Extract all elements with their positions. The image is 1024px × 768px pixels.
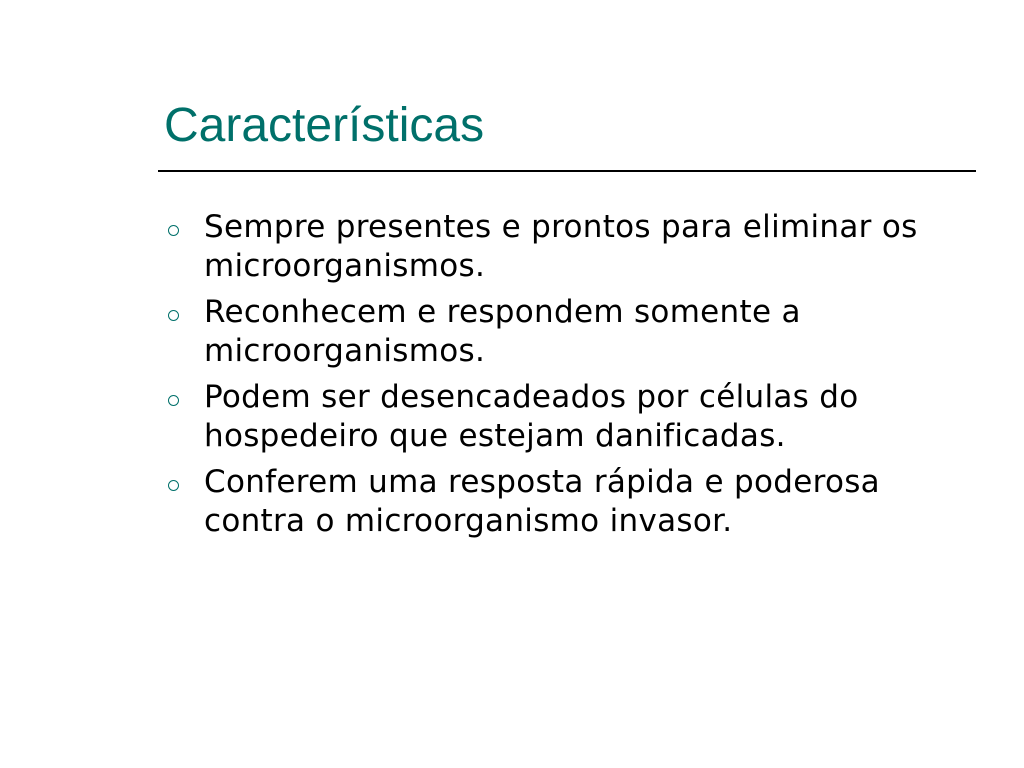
bullet-text: Reconhecem e respondem somente a microorganismos. — [204, 294, 801, 369]
bullet-item — [164, 463, 974, 541]
bullet-text: Podem ser desencadeados por células do hospedeiro que estejam danificadas. — [204, 379, 859, 454]
hollow-circle-icon — [168, 480, 179, 491]
bullet-text: Sempre presentes e prontos para eliminar os microorganismos. — [204, 209, 918, 284]
bullet-item — [164, 378, 974, 456]
title-divider — [158, 170, 976, 172]
bullet-item — [164, 208, 974, 286]
bullet-item — [164, 293, 974, 371]
bullet-text: Conferem uma resposta rápida e poderosa contra o microorganismo invasor. — [204, 464, 880, 539]
bullet-list — [164, 208, 974, 548]
hollow-circle-icon — [168, 310, 179, 321]
slide-title: Características — [164, 99, 485, 152]
hollow-circle-icon — [168, 225, 179, 236]
hollow-circle-icon — [168, 395, 179, 406]
